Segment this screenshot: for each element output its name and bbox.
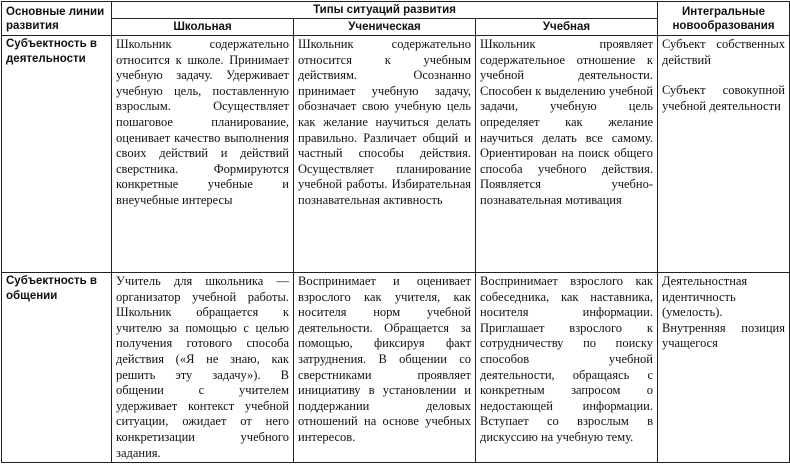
header-row-top bbox=[2, 2, 790, 19]
cell-communication-integral bbox=[658, 273, 790, 463]
header-lines: Основные линии развития bbox=[2, 2, 112, 36]
header-school: Школьная bbox=[112, 19, 294, 36]
row-label-activity: Субъектность в деятельности bbox=[2, 36, 112, 273]
integral-activity-1: Субъект собственных действий bbox=[662, 37, 785, 67]
integral-activity-2: Субъект совокупной учебной деятельности bbox=[662, 83, 785, 113]
header-integral: Интегральные новообразования bbox=[658, 2, 790, 36]
cell-activity-pupil: Школьник содержательно относится к учебным действиям. Осознанно принимает учебную задачу, обозначает свою учебную цель как желание научиться делать правильно. Различает общий и частный способы действия. Осуществляет планирование учебной работы. Избирательная познавательная активность bbox=[294, 36, 476, 273]
header-situation-types: Типы ситуаций развития bbox=[112, 2, 658, 19]
cell-communication-school: Учитель для школьника — организатор учебной работы. Школьник обращается к учителю за помощью с целью получения готового способа действия («Я не знаю, как решить эту задачу»). В общении с учителем удерживает контекст учебной ситуации, ожидает от него конкретизации учебного задания. bbox=[112, 273, 294, 463]
row-label-communication: Субъектность в общении bbox=[2, 273, 112, 463]
cell-communication-pupil: Воспринимает и оценивает взрослого как учителя, как носителя норм учебной деятельности. Обращается за помощью, фиксируя факт затруднения. В общении со сверстниками проявляет инициативу в установлении и поддержании деловых отношений на основе учебных интересов. bbox=[294, 273, 476, 463]
development-table bbox=[1, 1, 790, 463]
cell-activity-learning: Школьник проявляет содержательное отношение к учебной деятельности. Способен к выделению учебной задачи, учебную цель определяет как желание научиться делать все самому. Ориентирован на поиск общего способа учебного действия. Появляется учебно-познавательная мотивация bbox=[476, 36, 658, 273]
table-row-activity bbox=[2, 36, 790, 273]
cell-activity-school: Школьник содержательно относится к школе. Принимает учебную задачу. Удерживает учебную цель, поставленную взрослым. Осуществляет пошаговое планирование, оценивает качество выполнения своих действий и действий сверстника. Формируются конкретные учебные и внеучебные интересы bbox=[112, 36, 294, 273]
integral-communication-1: Деятельностная идентичность (умелость). Внутренняя позиция учащегося bbox=[662, 274, 785, 351]
cell-communication-learning: Воспринимает взрослого как собеседника, как наставника, носителя информации. Приглашает взрослого к сотрудничеству по поиску способов учебной деятельности, обращаясь с конкретным запросом о недостающей информации. Вступает со взрослым в дискуссию на учебную тему. bbox=[476, 273, 658, 463]
table-row-communication bbox=[2, 273, 790, 463]
cell-activity-integral bbox=[658, 36, 790, 273]
header-pupil: Ученическая bbox=[294, 19, 476, 36]
header-learning: Учебная bbox=[476, 19, 658, 36]
